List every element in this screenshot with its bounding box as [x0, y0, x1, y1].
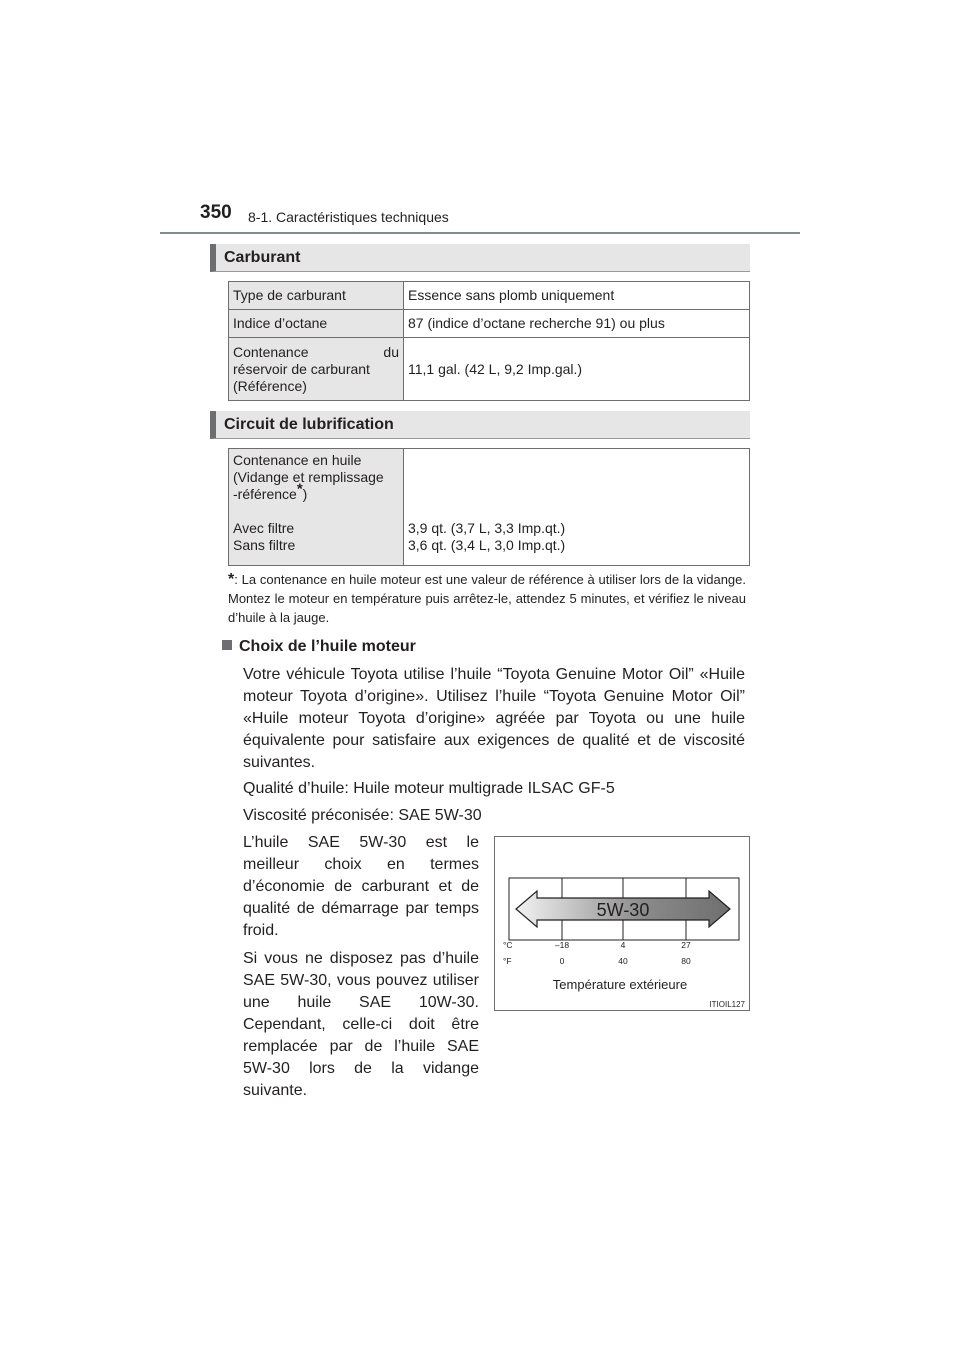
- oil-label-with-filter: Avec filtre: [233, 520, 295, 536]
- tank-label-line: Contenance du: [233, 343, 399, 360]
- fuel-spec-table: [228, 281, 750, 401]
- section-heading-fuel: Carburant: [210, 244, 750, 272]
- viscosity-diagram: [495, 837, 749, 1010]
- fahrenheit-tick: 0: [559, 956, 565, 966]
- header-rule: [160, 232, 800, 234]
- tank-label-line: réservoir de carburant: [233, 360, 370, 377]
- fahrenheit-tick: 80: [681, 956, 691, 966]
- footnote: [228, 570, 746, 627]
- celsius-unit: °C: [503, 940, 513, 950]
- table-row: [229, 282, 750, 310]
- table-row: [229, 310, 750, 338]
- octane-label: Indice d’octane: [229, 310, 404, 338]
- viscosity-temperature-figure: [494, 836, 750, 1011]
- oil-choice-paragraph: Votre véhicule Toyota utilise l’huile “Toyota Genuine Motor Oil” «Huile moteur Toyota d’origine». Utilisez l’huile “Toyota Genuine Motor Oil” «Huile moteur Toyota d’origine» agréée par Toyota ou une huile équivalente pour satisfaire aux exigences de qualité et de viscosité suivantes.: [243, 666, 745, 771]
- oil-viscosity: Viscosité préconisée: SAE 5W-30: [243, 807, 482, 824]
- figure-code: ITIOIL127: [709, 1000, 745, 1009]
- footnote-text: : La contenance en huile moteur est une valeur de référence à utiliser lors de la vidange. Montez le moteur en température puis arrêtez-le, attendez 5 minutes, et vérifiez le niveau d’huile à la jauge.: [228, 572, 746, 625]
- fuel-type-value: Essence sans plomb uniquement: [404, 282, 750, 310]
- chapter-title: 8-1. Caractéristiques techniques: [248, 209, 449, 225]
- octane-value: 87 (indice d’octane recherche 91) ou plus: [404, 310, 750, 338]
- oil-without-filter-value: 3,6 qt. (3,4 L, 3,0 Imp.qt.): [408, 537, 566, 553]
- figure-caption: Température extérieure: [552, 977, 688, 992]
- table-row: [229, 449, 750, 566]
- oil-label-line: Contenance en huile: [233, 452, 362, 468]
- oil-capacity-table: [228, 448, 750, 566]
- square-bullet-icon: [222, 640, 232, 650]
- page-number: 350: [200, 202, 232, 223]
- celsius-tick: 4: [620, 940, 626, 950]
- oil-capacity-label: [229, 449, 404, 566]
- oil-quality: Qualité d’huile: Huile moteur multigrade ILSAC GF-5: [243, 780, 615, 797]
- oil-capacity-values: [404, 449, 750, 566]
- fuel-type-label: Type de carburant: [229, 282, 404, 310]
- fahrenheit-tick: 40: [618, 956, 628, 966]
- table-row: [229, 338, 750, 401]
- tank-capacity-label: [229, 338, 404, 401]
- subheading-oil-choice: Choix de l’huile moteur: [222, 638, 416, 656]
- tank-label-line: (Référence): [233, 377, 307, 394]
- footnote-star: *: [228, 571, 235, 588]
- section-heading-lubrication: Circuit de lubrification: [210, 411, 750, 439]
- footnote-marker: *: [296, 480, 303, 498]
- celsius-tick: –18: [554, 940, 570, 950]
- tank-capacity-value: 11,1 gal. (42 L, 9,2 Imp.gal.): [404, 338, 750, 401]
- sae-10w30-paragraph: Si vous ne disposez pas d’huile SAE 5W-30, vous pouvez utiliser une huile SAE 10W-30. Cependant, celle-ci doit être remplacée par de l’huile SAE 5W-30 lors de la vidange suivante.: [243, 950, 479, 1099]
- oil-label-line: (Vidange et remplissage: [233, 469, 384, 485]
- celsius-tick: 27: [681, 940, 691, 950]
- oil-label-line: -référence*): [233, 480, 308, 502]
- fahrenheit-unit: °F: [503, 956, 512, 966]
- sae-5w30-paragraph: L’huile SAE 5W-30 est le meilleur choix en termes d’économie de carburant et de qualité de démarrage par temps froid.: [243, 834, 479, 939]
- viscosity-grade-label: 5W-30: [596, 900, 650, 920]
- oil-label-without-filter: Sans filtre: [233, 537, 296, 553]
- oil-with-filter-value: 3,9 qt. (3,7 L, 3,3 Imp.qt.): [408, 520, 566, 536]
